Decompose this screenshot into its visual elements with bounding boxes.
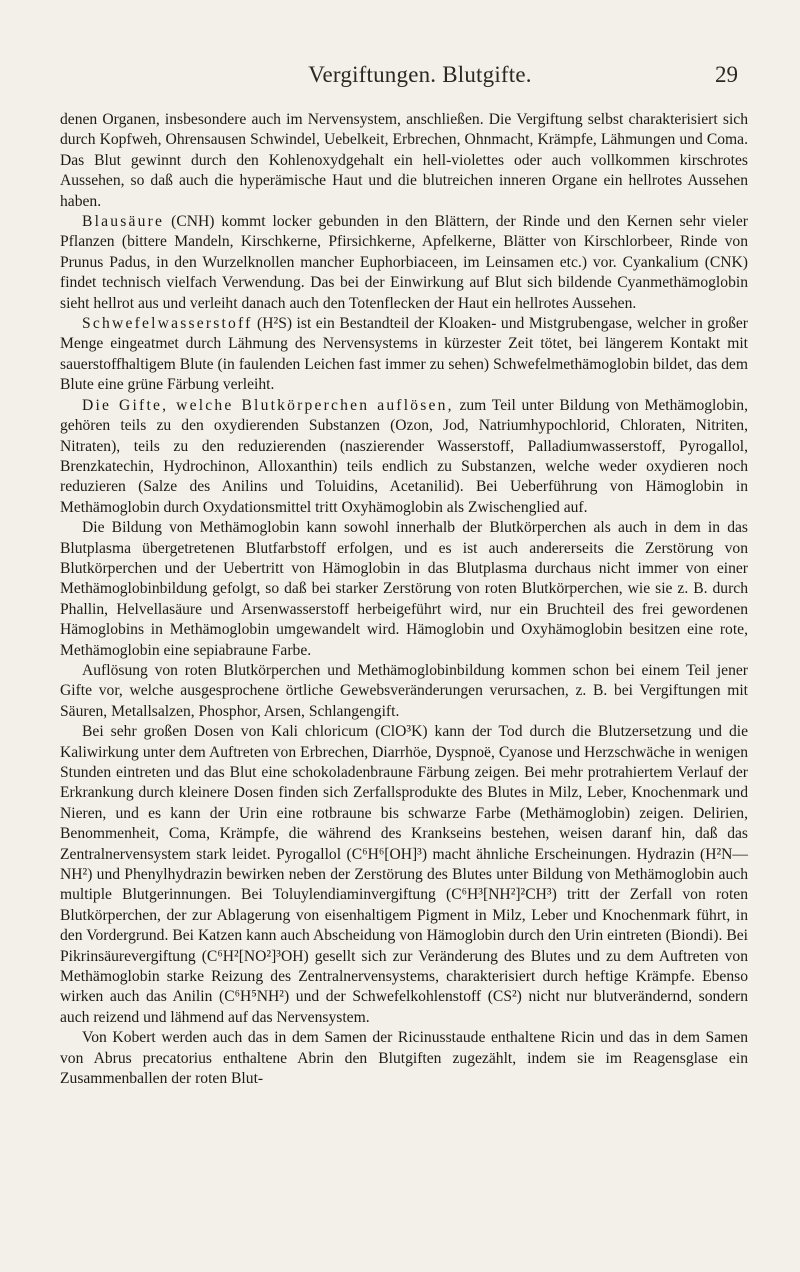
paragraph-text: zum Teil unter Bildung von Methämoglobin, gehören teils zu den oxydierenden Substanzen (Ozon, Jod, Natriumhypochlorid, Chloraten, Nitriten, Nitraten), teils zu den reduzierenden (naszierender Wasserstoff, Palladiumwasserstoff, Pyrogallol, Brenzkatechin, Hydrochinon, Alloxanthin) teils endlich zu Substanzen, welche weder oxydieren noch reduzieren (Salze des Anilins und Toluidins, Acetanilid). Bei Ueberführung von Hämoglobin in Methämoglobin durch Oxydationsmittel tritt Oxyhämoglobin als Zwischenglied auf.: [60, 396, 748, 516]
body-text: [60, 110, 748, 1090]
page-number: 29: [715, 62, 738, 87]
running-title: Vergiftungen. Blutgifte.: [308, 62, 532, 87]
paragraph-text: Die Bildung von Methämoglobin kann sowohl innerhalb der Blutkörperchen als auch in dem in das Blutplasma übergetretenen Blutfarbstoff erfolgen, und es ist auch andererseits die Zerstörung von Blutkörperchen und der Uebertritt von Hämoglobin in das Blutplasma durchaus nicht immer von einer Methämoglobinbildung gefolgt, so daß bei starker Zerstörung von roten Blutkörperchen, wie sie z. B. durch Phallin, Helvellasäure und Arsenwasserstoff herbeigeführt wird, nur ein Bruchteil des frei gewordenen Hämoglobins in Methämoglobin umgewandelt wird. Hämoglobin und Oxyhämoglobin besitzen eine rote, Methämoglobin eine sepiabraune Farbe.: [60, 519, 748, 659]
paragraph-lead: Blausäure: [82, 213, 165, 231]
page-header: [0, 62, 800, 92]
paragraph-text: Bei sehr großen Dosen von Kali chloricum (ClO³K) kann der Tod durch die Blutzersetzung und die Kaliwirkung unter dem Auftreten von Erbrechen, Diarrhöe, Dyspnoë, Cyanose und Herzschwäche in wenigen Stunden eintreten und das Blut eine schokoladenbraune Färbung zeigen. Bei mehr protrahiertem Verlauf der Erkrankung durch kleinere Dosen finden sich Zerfallsprodukte des Blutes in Milz, Leber, Knochenmark und Nieren, und es kann der Urin eine rotbraune bis schwarze Farbe (Methämoglobin) zeigen. Delirien, Benommenheit, Coma, Krämpfe, die während des Krankseins bestehen, weisen daranf hin, daß das Zentralnervensystem stark leidet. Pyrogallol (C⁶H⁶[OH]³) macht ähnliche Erscheinungen. Hydrazin (H²N—NH²) und Phenylhydrazin bewirken neben der Zerstörung des Blutes unter Bildung von Methämoglobin auch multiple Blutgerinnungen. Bei Toluylendiaminvergiftung (C⁶H³[NH²]²CH³) tritt der Zerfall von roten Blutkörperchen, der zur Ablagerung von eisenhaltigem Pigment in Milz, Leber und Knochenmark führt, in den Vordergrund. Bei Katzen kann auch Abscheidung von Hämoglobin durch den Urin eintreten (Biondi). Bei Pikrinsäurevergiftung (C⁶H²[NO²]³OH) gesellt sich zur Veränderung des Blutes und zu dem Auftreten von Methämoglobin starke Reizung des Zentralnervensystems, charakterisiert durch heftige Krämpfe. Ebenso wirken auch das Anilin (C⁶H⁵NH²) und der Schwefelkohlenstoff (CS²) nicht nur blutverändernd, sondern auch reizend und lähmend auf das Nervensystem.: [60, 723, 748, 1026]
paragraph-text: Auflösung von roten Blutkörperchen und Methämoglobinbildung kommen schon bei einem Teil jener Gifte vor, welche ausgesprochene örtliche Gewebsveränderungen verursachen, z. B. bei Vergiftungen mit Säuren, Metallsalzen, Phosphor, Arsen, Schlangengift.: [60, 661, 748, 720]
paragraph-text: denen Organen, insbesondere auch im Nervensystem, anschließen. Die Vergiftung selbst charakterisiert sich durch Kopfweh, Ohrensausen Schwindel, Uebelkeit, Erbrechen, Ohnmacht, Krämpfe, Lähmungen und Coma. Das Blut gewinnt durch den Kohlenoxydgehalt ein hell-violettes oder auch vollkommen kirschrotes Aussehen, so daß auch die hyperämische Haut und die blutreichen inneren Organe ein hellrotes Aussehen haben.: [60, 111, 748, 210]
paragraph: [60, 722, 748, 1028]
paragraph-text: Von Kobert werden auch das in dem Samen der Ricinusstaude enthaltene Ricin und das in dem Samen von Abrus precatorius enthaltene Abrin den Blutgiften zugezählt, indem sie im Reagensglase ein Zusammenballen der roten Blut-: [60, 1029, 748, 1088]
paragraph: [60, 396, 748, 518]
paragraph: [60, 518, 748, 661]
paragraph: [60, 110, 748, 212]
paragraph-text: (H²S) ist ein Bestandteil der Kloaken- und Mistgrubengase, welcher in großer Menge eingeatmet durch Lähmung des Nervensystems in kürzester Zeit tötet, bei längerem Kontakt mit sauerstoffhaltigem Blute (in faulenden Leichen fast immer zu sehen) Schwefelmethämoglobin bildet, das dem Blute eine grüne Färbung verleiht.: [60, 315, 748, 394]
paragraph: [60, 1028, 748, 1089]
paragraph: [60, 212, 748, 314]
paragraph: [60, 314, 748, 396]
paragraph-lead: Die Gifte, welche Blutkörperchen auflösen,: [82, 396, 454, 414]
paragraph-text: (CNH) kommt locker gebunden in den Blättern, der Rinde und den Kernen sehr vieler Pflanzen (bittere Mandeln, Kirschkerne, Pfirsichkerne, Apfelkerne, Blätter von Kirschlorbeer, Rinde von Prunus Padus, in den Wurzelknollen mancher Euphorbiaceen, im Leinsamen etc.) vor. Cyankalium (CNK) findet technisch vielfach Verwendung. Das bei der Einwirkung auf Blut sich bildende Cyanmethämoglobin sieht hellrot aus und verleiht danach auch den Totenflecken der Haut ein hellrotes Aussehen.: [60, 213, 748, 312]
paragraph-lead: Schwefelwasserstoff: [82, 315, 253, 333]
paragraph: [60, 661, 748, 722]
